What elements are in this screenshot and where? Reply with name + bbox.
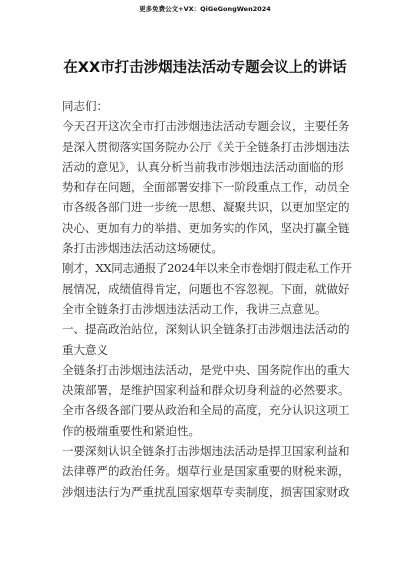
body-line: 作的极端重要性和紧迫性。 bbox=[62, 423, 200, 438]
body-line: 活动的意见》，认真分析当前我市涉烟违法活动面临的形 bbox=[62, 159, 344, 174]
body-line: 涉烟违法行为严重扰乱国家烟草专卖制度，损害国家财政 bbox=[62, 484, 350, 499]
body-line: 法律尊严的政治任务。烟草行业是国家重要的财税来源， bbox=[62, 464, 350, 479]
body-line: 全市全链条打击涉烟违法活动工作，我讲三点意见。 bbox=[62, 301, 327, 316]
body-line: 一要深刻认识全链条打击涉烟违法活动是捍卫国家利益和 bbox=[62, 444, 350, 459]
body-line: 刚才，XX同志通报了2024年以来全市卷烟打假走私工作开 bbox=[62, 261, 352, 276]
section-heading-line: 一、提高政治站位，深刻认识全链条打击涉烟违法活动的 bbox=[62, 322, 350, 337]
document-body bbox=[62, 96, 352, 502]
body-line: 决策部署，是维护国家利益和群众切身利益的必然要求。 bbox=[62, 383, 350, 398]
body-line: 是深入贯彻落实国务院办公厅《关于全链条打击涉烟违法 bbox=[62, 139, 350, 154]
body-line: 展情况，成绩值得肯定，问题也不容忽视。下面，就做好 bbox=[62, 281, 350, 296]
body-line: 全市各级各部门要从政治和全局的高度，充分认识这项工 bbox=[62, 403, 350, 418]
document-title: 在XX市打击涉烟违法活动专题会议上的讲话 bbox=[63, 60, 347, 76]
body-line: 全链条打击涉烟违法活动，是党中央、国务院作出的重大 bbox=[62, 362, 350, 377]
body-line: 市各级各部门进一步统一思想、凝聚共识，以更加坚定的 bbox=[62, 200, 350, 215]
section-heading-line: 重大意义 bbox=[62, 342, 108, 357]
body-line: 决心、更加有力的举措、更加务实的作风，坚决打赢全链 bbox=[62, 220, 350, 235]
header-note: 更多免费公文+VX：QiGeGongWen2024 bbox=[139, 5, 271, 13]
body-line: 势和存在问题，全面部署安排下一阶段重点工作，动员全 bbox=[62, 180, 350, 195]
body-line: 条打击涉烟违法活动这场硬仗。 bbox=[62, 241, 223, 256]
body-line: 今天召开这次全市打击涉烟违法活动专题会议，主要任务 bbox=[62, 119, 350, 134]
body-line: 同志们： bbox=[62, 99, 108, 113]
